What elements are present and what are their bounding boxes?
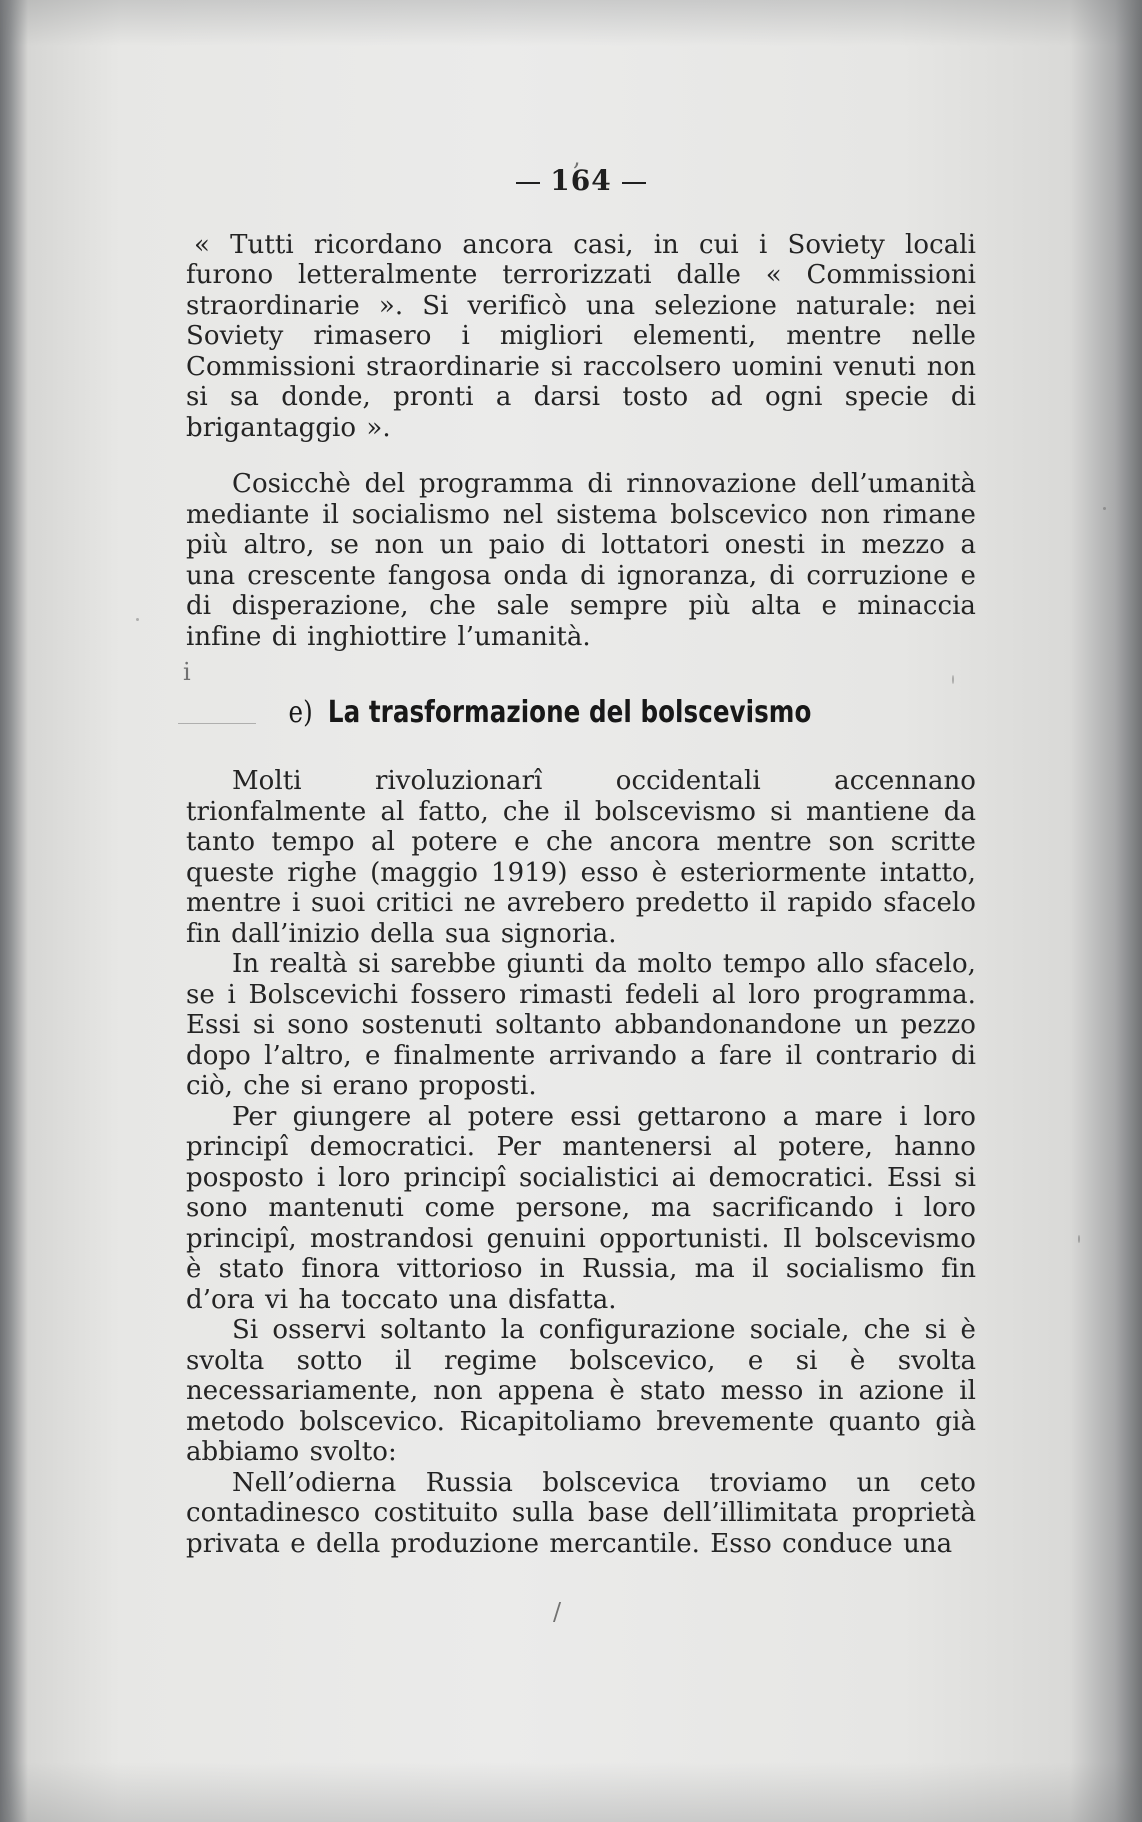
section-label: e) (288, 695, 313, 730)
bottom-page-shadow (0, 1762, 1142, 1822)
paper-speck (1078, 1235, 1080, 1243)
body-paragraph-reality: In realtà si sarebbe giunti da molto tempo allo sfacelo, se i Bolscevichi fossero rimasti fedeli al loro programma. Essi si sono sostenuti soltanto abbandonandone un pezzo dopo l’altro, e finalmente arrivando a fare il contrario di ciò, che si erano proposti. (186, 949, 976, 1101)
body-paragraph-revolutionaries: Molti rivoluzionarî occidentali accennano trionfalmente al fatto, che il bolscevismo si mantiene da tanto tempo al potere e che ancora mentre son scritte queste righe (maggio 1919) esso è esteriormente intatto, mentre i suoi critici ne avrebero predetto il rapido sfacelo fin dall’inizio della sua signoria. (186, 766, 976, 949)
section-heading (186, 696, 834, 730)
small-ink-mark: , (573, 143, 581, 171)
page-number: 164 (186, 166, 976, 197)
page-text-block (186, 166, 976, 1559)
heading-gap (186, 730, 976, 766)
body-paragraph-social-configuration: Si osservi soltanto la configurazione sociale, che si è svolta sotto il regime bolscevico, e si è svolta necessariamente, non appena è stato messo in azione il metodo bolscevico. Ricapitoliamo brevemente quanto già abbiamo svolto: (186, 1315, 976, 1467)
body-paragraph-russia: Nell’odierna Russia bolscevica troviamo un ceto contadinesco costituito sulla base dell’illimitata proprietà privata e della produzione mercantile. Esso conduce una (186, 1467, 976, 1559)
page-number-right-dash (622, 182, 646, 184)
top-page-shadow (0, 0, 1142, 46)
paragraph-gap (186, 443, 976, 469)
section-heading-text: La trasformazione del bolscevismo (327, 695, 812, 730)
section-gap (186, 652, 976, 696)
margin-ink-mark: i (183, 658, 191, 686)
bottom-ink-mark: / (553, 1598, 562, 1626)
quoted-paragraph: « Tutti ricordano ancora casi, in cui i Soviety locali furono letteralmente terrorizzati dalle « Commissioni straordinarie ». Si verificò una selezione naturale: nei Soviety rimasero i migliori elementi, mentre nelle Commissioni straordinarie si raccolsero uomini venuti non si sa donde, pronti a darsi tosto ad ogni specie di brigantaggio ». (186, 229, 976, 443)
body-paragraph-power: Per giungere al potere essi gettarono a mare i loro principî democratici. Per mantenersi al potere, hanno posposto i loro principî socialistici ai democratici. Essi si sono mantenuti come persone, ma sacrificando i loro principî, mostrandosi genuini opportunisti. Il bolscevismo è stato finora vittorioso in Russia, ma il socialismo fin d’ora vi ha toccato una disfatta. (186, 1101, 976, 1315)
conclusion-paragraph: Cosicchè del programma di rinnovazione dell’umanità mediante il socialismo nel sistema bolscevico non rimane più altro, se non un paio di lottatori onesti in mezzo a una crescente fangosa onda di ignoranza, di corruzione e di disperazione, che sale sempre più alta e minaccia infine di inghiottire l’umanità. (186, 469, 976, 652)
page-number-left-dash (516, 182, 540, 184)
paper-speck (1103, 507, 1106, 510)
paper-speck (136, 618, 139, 621)
